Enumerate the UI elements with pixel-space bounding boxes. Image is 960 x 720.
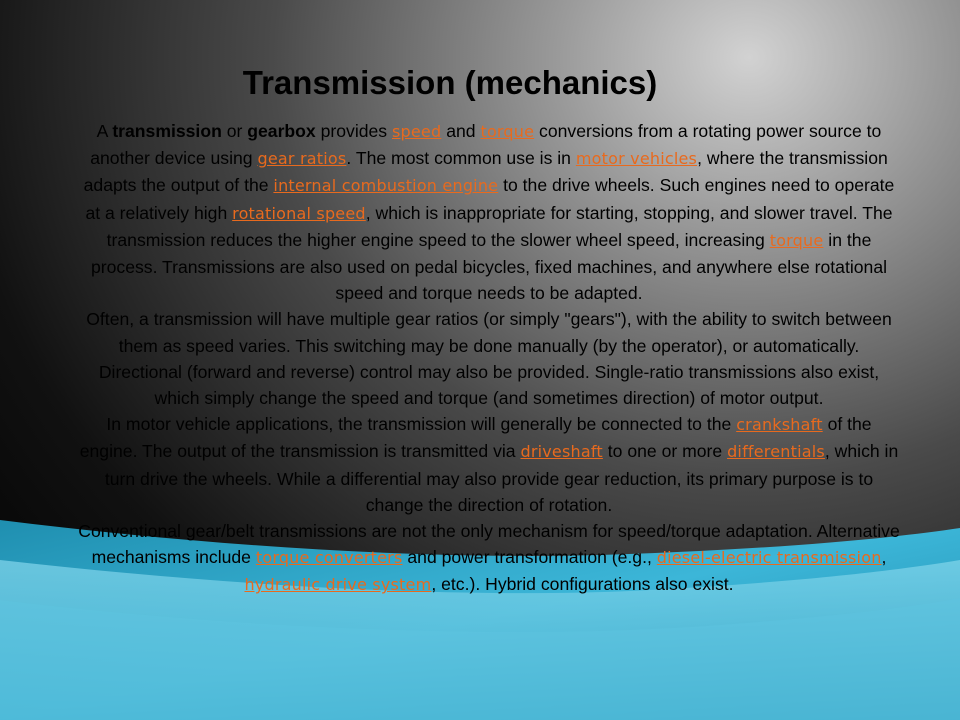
link-crankshaft[interactable]: crankshaft [736, 415, 823, 435]
link-speed[interactable]: speed [391, 122, 442, 141]
link-differentials[interactable]: differentials [727, 442, 825, 462]
link-torque-converters[interactable]: torque converters [255, 548, 403, 568]
slide-body [78, 118, 900, 599]
link-diesel-electric-transmission[interactable]: diesel-electric transmission [656, 548, 882, 568]
link-motor-vehicles[interactable]: motor vehicles [575, 149, 698, 169]
link-rotational-speed[interactable]: rotational speed [232, 203, 366, 223]
link-driveshaft[interactable]: driveshaft [520, 442, 603, 462]
paragraph-1: A transmission or gearbox provides speed and torque conversions from a rotating power source to another device using gear ratios. The most common use is in motor vehicles, where the transmission adapts the output of the internal combustion engine to the drive wheels. Such engines need to operate at a relatively high rotational speed, which is inappropriate for starting, stopping, and slower travel. The transmission reduces the higher engine speed to the slower wheel speed, increasing torque in the process. Transmissions are also used on pedal bicycles, fixed machines, and anywhere else rotational speed and torque needs to be adapted. [83, 121, 895, 304]
slide-title: Transmission (mechanics) [242, 64, 658, 101]
link-torque-2[interactable]: torque [769, 230, 824, 250]
link-torque[interactable]: torque [480, 122, 535, 141]
link-internal-combustion-engine[interactable]: internal combustion engine [273, 176, 499, 196]
link-hydraulic-drive-system[interactable]: hydraulic drive system [244, 575, 432, 595]
paragraph-2: Often, a transmission will have multiple gear ratios (or simply "gears"), with the ability to switch between them as speed varies. This switching may be done manually (by the operator), or automatically. Directional (forward and reverse) control may also be provided. Single-ratio transmissions also exist, which simply change the speed and torque (and sometimes direction) of motor output. [86, 309, 892, 409]
paragraph-4: Conventional gear/belt transmissions are not the only mechanism for speed/torque adaptation. Alternative mechanisms include torque converters and power transformation (e.g., diesel-electric transmission, hydraulic drive system, etc.). Hybrid configurations also exist. [78, 521, 900, 595]
link-gear-ratios[interactable]: gear ratios [257, 149, 347, 169]
paragraph-3: In motor vehicle applications, the transmission will generally be connected to the crankshaft of the engine. The output of the transmission is transmitted via driveshaft to one or more differentials, which in turn drive the wheels. While a differential may also provide gear reduction, its primary purpose is to change the direction of rotation. [79, 414, 899, 515]
